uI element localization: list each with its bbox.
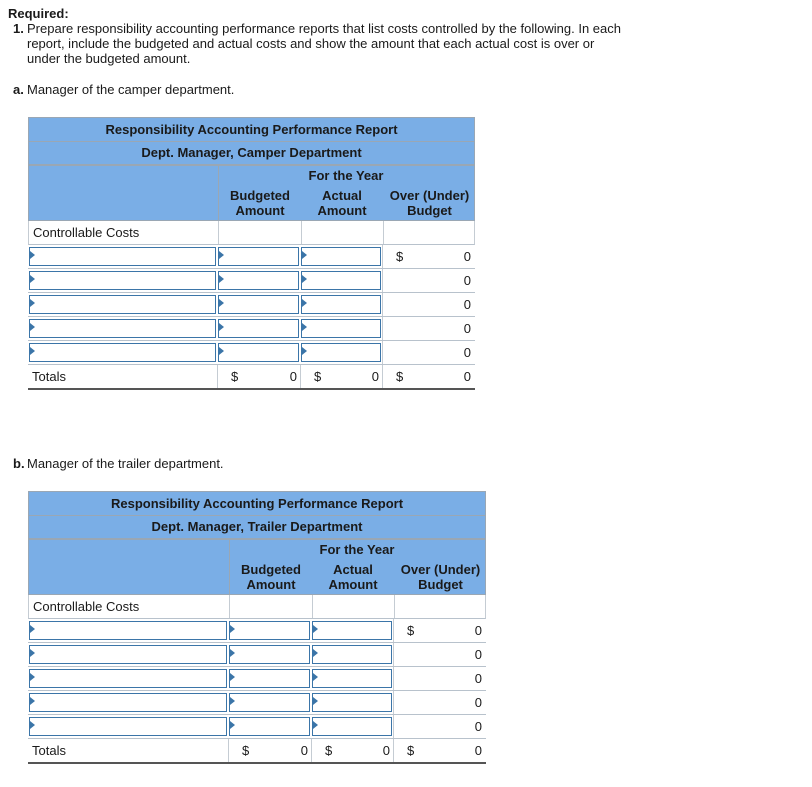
table-row	[28, 619, 486, 643]
totals-actual-dollar: $	[314, 369, 322, 384]
actual-input[interactable]	[301, 271, 381, 290]
totals-label: Totals	[32, 743, 66, 758]
over-under-value: 0	[463, 321, 471, 336]
cost-name-input[interactable]	[29, 717, 227, 736]
totals-row	[28, 739, 486, 764]
cost-name-input[interactable]	[29, 343, 216, 362]
report-b	[28, 491, 486, 764]
table-row	[28, 269, 475, 293]
budgeted-input[interactable]	[229, 621, 310, 640]
cost-name-input[interactable]	[29, 295, 216, 314]
section-row	[28, 221, 475, 245]
actual-input[interactable]	[301, 343, 381, 362]
budgeted-input[interactable]	[229, 669, 310, 688]
over-under-value: 0	[474, 623, 482, 638]
cost-name-input[interactable]	[29, 247, 216, 266]
section-label: Controllable Costs	[33, 599, 140, 614]
table-row	[28, 715, 486, 739]
table-row	[28, 643, 486, 667]
table-row	[28, 691, 486, 715]
required-heading: Required:	[8, 6, 69, 21]
budgeted-input[interactable]	[218, 247, 299, 266]
budgeted-input[interactable]	[229, 693, 310, 712]
totals-over-dollar: $	[396, 369, 404, 384]
report-a-subtitle: Dept. Manager, Camper Department	[28, 141, 475, 165]
actual-input[interactable]	[301, 295, 381, 314]
header-blank	[29, 166, 219, 220]
dollar-sign: $	[396, 249, 404, 264]
section-row	[28, 595, 486, 619]
totals-label: Totals	[32, 369, 66, 384]
cost-name-input[interactable]	[29, 319, 216, 338]
over-under-value: 0	[463, 345, 471, 360]
cost-name-input[interactable]	[29, 669, 227, 688]
instruction-line-1: Prepare responsibility accounting performance reports that list costs controlled by the following. In each	[27, 21, 621, 36]
table-row	[28, 341, 475, 365]
col-budgeted-header: Budgeted Amount	[241, 562, 301, 592]
table-row	[28, 667, 486, 691]
budgeted-input[interactable]	[218, 295, 299, 314]
part-a-prefix: a.	[13, 82, 24, 97]
over-under-value: 0	[474, 695, 482, 710]
over-under-value: 0	[474, 671, 482, 686]
over-under-value: 0	[474, 647, 482, 662]
table-row	[28, 293, 475, 317]
budgeted-input[interactable]	[218, 271, 299, 290]
actual-input[interactable]	[312, 669, 392, 688]
totals-over-value: 0	[474, 743, 482, 758]
part-b-prefix: b.	[13, 456, 25, 471]
totals-over-value: 0	[463, 369, 471, 384]
actual-input[interactable]	[312, 717, 392, 736]
report-b-column-header	[28, 539, 486, 595]
col-actual-header: Actual Amount	[328, 562, 378, 592]
cost-name-input[interactable]	[29, 621, 227, 640]
table-row	[28, 317, 475, 341]
col-over-under-header: Over (Under) Budget	[400, 562, 481, 592]
totals-actual-dollar: $	[325, 743, 333, 758]
part-b-label: Manager of the trailer department.	[27, 456, 224, 471]
col-over-under-header: Over (Under) Budget	[389, 188, 470, 218]
header-blank	[29, 540, 230, 594]
col-budgeted-header: Budgeted Amount	[230, 188, 290, 218]
budgeted-input[interactable]	[218, 343, 299, 362]
over-under-value: 0	[463, 273, 471, 288]
actual-input[interactable]	[312, 645, 392, 664]
totals-budgeted-dollar: $	[231, 369, 239, 384]
actual-input[interactable]	[301, 247, 381, 266]
over-under-value: 0	[463, 249, 471, 264]
period-label: For the Year	[308, 168, 384, 183]
report-a	[28, 117, 475, 390]
report-b-title: Responsibility Accounting Performance Report	[28, 491, 486, 515]
instruction-line-2: report, include the budgeted and actual costs and show the amount that each actual cost is over or	[27, 36, 595, 51]
budgeted-input[interactable]	[229, 717, 310, 736]
item-number: 1.	[13, 21, 24, 36]
totals-budgeted-dollar: $	[242, 743, 250, 758]
totals-actual-value: 0	[371, 369, 379, 384]
cost-name-input[interactable]	[29, 693, 227, 712]
totals-over-dollar: $	[407, 743, 415, 758]
actual-input[interactable]	[301, 319, 381, 338]
cost-name-input[interactable]	[29, 645, 227, 664]
over-under-value: 0	[463, 297, 471, 312]
totals-budgeted-value: 0	[289, 369, 297, 384]
actual-input[interactable]	[312, 621, 392, 640]
budgeted-input[interactable]	[218, 319, 299, 338]
report-a-title: Responsibility Accounting Performance Report	[28, 117, 475, 141]
actual-input[interactable]	[312, 693, 392, 712]
col-actual-header: Actual Amount	[317, 188, 367, 218]
totals-actual-value: 0	[382, 743, 390, 758]
instruction-line-3: under the budgeted amount.	[27, 51, 191, 66]
table-row	[28, 245, 475, 269]
dollar-sign: $	[407, 623, 415, 638]
budgeted-input[interactable]	[229, 645, 310, 664]
cost-name-input[interactable]	[29, 271, 216, 290]
part-a-label: Manager of the camper department.	[27, 82, 235, 97]
report-a-column-header	[28, 165, 475, 221]
period-label: For the Year	[319, 542, 395, 557]
report-b-subtitle: Dept. Manager, Trailer Department	[28, 515, 486, 539]
over-under-value: 0	[474, 719, 482, 734]
section-label: Controllable Costs	[33, 225, 140, 240]
totals-budgeted-value: 0	[300, 743, 308, 758]
totals-row	[28, 365, 475, 390]
